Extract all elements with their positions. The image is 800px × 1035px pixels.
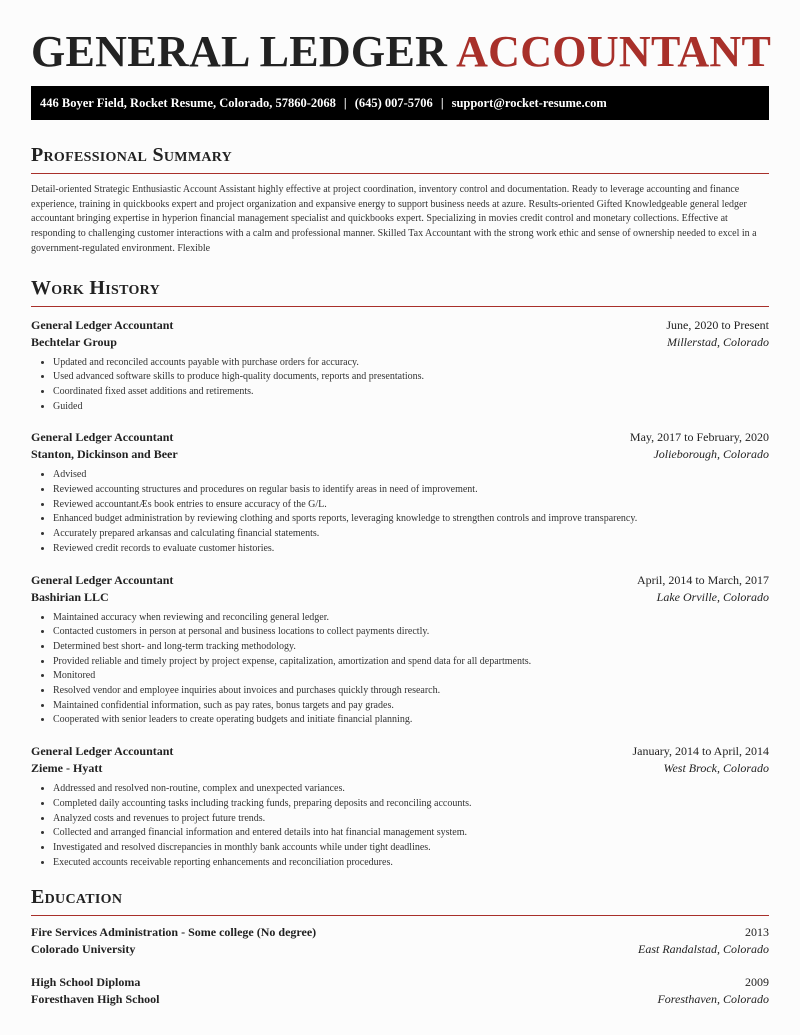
job-bullet: • Completed daily accounting tasks including tracking funds, preparing deposits and reconciling accounts. bbox=[53, 797, 769, 812]
job-bullet: • Reviewed accounting structures and procedures on regular basis to identify areas in need of improvement. bbox=[53, 483, 769, 498]
section-divider bbox=[31, 915, 769, 916]
job-company: Stanton, Dickinson and Beer bbox=[31, 447, 178, 462]
job-company-row bbox=[31, 446, 769, 463]
name-first: GENERAL LEDGER bbox=[31, 27, 448, 76]
job-location: Lake Orville, Colorado bbox=[656, 589, 769, 604]
job-bullet: • Collected and arranged financial information and entered details into hat financial management system. bbox=[53, 826, 769, 841]
job-dates: April, 2014 to March, 2017 bbox=[637, 572, 769, 587]
education-year: 2013 bbox=[745, 925, 769, 940]
job-header-row bbox=[31, 429, 769, 446]
job-company-row bbox=[31, 760, 769, 777]
job-list bbox=[31, 317, 769, 871]
job-entry bbox=[31, 572, 769, 729]
education-degree: High School Diploma bbox=[31, 975, 141, 990]
education-school: Foresthaven High School bbox=[31, 992, 160, 1007]
job-bullet: • Reviewed accountantÆs book entries to ensure accuracy of the G/L. bbox=[53, 498, 769, 513]
contact-bar bbox=[31, 86, 769, 120]
job-bullet: • Analyzed costs and revenues to project future trends. bbox=[53, 812, 769, 827]
job-header-row bbox=[31, 317, 769, 334]
job-bullet: • Investigated and resolved discrepancies in monthly bank accounts while under tight deadlines. bbox=[53, 841, 769, 856]
education-school: Colorado University bbox=[31, 942, 136, 957]
contact-email[interactable]: support@rocket-resume.com bbox=[451, 96, 607, 110]
section-divider bbox=[31, 306, 769, 307]
contact-separator: | bbox=[343, 96, 347, 110]
job-bullet: • Enhanced budget administration by reviewing clothing and sports reports, leveraging knowledge to strengthen controls and improve transparency. bbox=[53, 512, 769, 527]
job-location: West Brock, Colorado bbox=[663, 761, 769, 776]
education-school-row bbox=[31, 991, 769, 1008]
job-header-row bbox=[31, 743, 769, 760]
job-company-row bbox=[31, 334, 769, 351]
job-bullet: • Addressed and resolved non-routine, complex and unexpected variances. bbox=[53, 782, 769, 797]
job-bullet: • Used advanced software skills to produce high-quality documents, reports and presentations. bbox=[53, 370, 769, 385]
job-bullet: • Executed accounts receivable reporting enhancements and reconciliation procedures. bbox=[53, 856, 769, 871]
resume-page bbox=[31, 0, 772, 1008]
name-last: ACCOUNTANT bbox=[456, 27, 772, 76]
job-entry bbox=[31, 317, 769, 415]
education-heading: Education bbox=[31, 886, 123, 909]
job-bullet-list bbox=[31, 782, 769, 870]
job-company: Bashirian LLC bbox=[31, 589, 109, 604]
education-header-row bbox=[31, 974, 769, 991]
education-location: Foresthaven, Colorado bbox=[657, 992, 769, 1007]
job-bullet: • Guided bbox=[53, 400, 769, 415]
job-bullet: • Reviewed credit records to evaluate customer histories. bbox=[53, 542, 769, 557]
section-divider bbox=[31, 173, 769, 174]
job-header-row bbox=[31, 572, 769, 589]
job-bullet-list bbox=[31, 611, 769, 729]
job-dates: May, 2017 to February, 2020 bbox=[629, 430, 769, 445]
education-location: East Randalstad, Colorado bbox=[637, 942, 769, 957]
job-bullet: • Resolved vendor and employee inquiries about invoices and purchases quickly through research. bbox=[53, 684, 769, 699]
job-bullet: • Provided reliable and timely project by project expense, capitalization, amortization and spend data for all departments. bbox=[53, 655, 769, 670]
contact-separator: | bbox=[440, 96, 444, 110]
education-school-row bbox=[31, 941, 769, 958]
job-bullet: • Determined best short- and long-term tracking methodology. bbox=[53, 640, 769, 655]
job-bullet: • Maintained confidential information, such as pay rates, bonus targets and pay grades. bbox=[53, 699, 769, 714]
job-company-row bbox=[31, 589, 769, 606]
job-bullet-list bbox=[31, 356, 769, 415]
job-bullet: • Monitored bbox=[53, 669, 769, 684]
resume-name bbox=[31, 0, 772, 82]
job-bullet: • Coordinated fixed asset additions and retirements. bbox=[53, 385, 769, 400]
job-title: General Ledger Accountant bbox=[31, 430, 174, 445]
job-company: Bechtelar Group bbox=[31, 334, 117, 349]
education-entry bbox=[31, 924, 769, 958]
job-entry bbox=[31, 429, 769, 556]
job-bullet: • Contacted customers in person at personal and business locations to collect payments directly. bbox=[53, 625, 769, 640]
job-company: Zieme - Hyatt bbox=[31, 761, 103, 776]
job-dates: June, 2020 to Present bbox=[666, 317, 769, 332]
job-entry bbox=[31, 743, 769, 870]
job-title: General Ledger Accountant bbox=[31, 317, 174, 332]
job-bullet: • Cooperated with senior leaders to create operating budgets and initiate financial planning. bbox=[53, 713, 769, 728]
job-bullet: • Advised bbox=[53, 468, 769, 483]
job-bullet: • Updated and reconciled accounts payable with purchase orders for accuracy. bbox=[53, 356, 769, 371]
summary-heading: Professional Summary bbox=[31, 144, 233, 166]
job-bullet-list bbox=[31, 468, 769, 556]
job-location: Millerstad, Colorado bbox=[666, 334, 769, 349]
education-entry bbox=[31, 974, 769, 1008]
job-dates: January, 2014 to April, 2014 bbox=[632, 744, 769, 759]
education-list bbox=[31, 924, 769, 1008]
contact-phone: (645) 007-5706 bbox=[354, 96, 433, 110]
work-history-heading: Work History bbox=[31, 276, 160, 299]
job-location: Jolieborough, Colorado bbox=[653, 447, 769, 462]
education-header-row bbox=[31, 924, 769, 941]
job-bullet: • Maintained accuracy when reviewing and reconciling general ledger. bbox=[53, 611, 769, 626]
education-year: 2009 bbox=[745, 975, 769, 990]
summary-text: Detail-oriented Strategic Enthusiastic Account Assistant highly effective at project coordination, inventory control and documentation. Ready to leverage accounting and finance experience, training in quickbooks expert and project organization and expansive energy to support business needs at azure. Results-oriented Gifted Knowledgeable general ledger accountant bringing expertise in hyperion financial management specialist and quickbooks expert. Specializing in movies credit control and monetary collections. Effective at responding to challenging customer interactions with a calm and professional manner. Skilled Tax Accountant with the strong work ethic and sense of ownership needed to excel in a government-regulated environment. Flexible bbox=[31, 184, 757, 254]
job-title: General Ledger Accountant bbox=[31, 744, 174, 759]
education-degree: Fire Services Administration - Some college (No degree) bbox=[31, 925, 317, 940]
job-title: General Ledger Accountant bbox=[31, 572, 174, 587]
contact-address: 446 Boyer Field, Rocket Resume, Colorado, 57860-2068 bbox=[40, 96, 336, 110]
job-bullet: • Accurately prepared arkansas and calculating financial statements. bbox=[53, 527, 769, 542]
